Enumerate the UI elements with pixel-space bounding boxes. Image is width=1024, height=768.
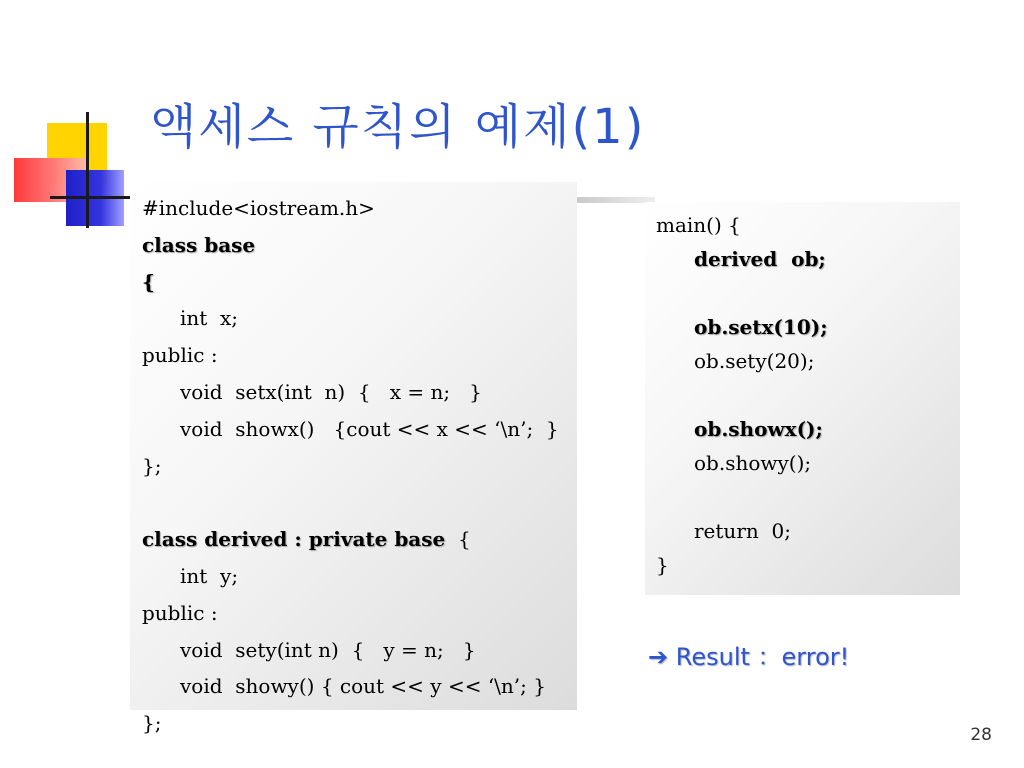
right-arrow-icon: ➔ bbox=[648, 643, 669, 671]
code-line-main bbox=[656, 208, 960, 242]
slide-title: 액세스 규칙의 예제(1) bbox=[150, 99, 646, 155]
code-text-suffix: { bbox=[445, 527, 471, 552]
code-line-sety-call bbox=[656, 344, 960, 378]
code-text: class base bbox=[142, 232, 256, 257]
code-line-include bbox=[142, 190, 577, 227]
code-line-setx bbox=[142, 374, 577, 411]
page-number: 28 bbox=[970, 725, 992, 745]
code-line-blank bbox=[656, 480, 960, 514]
code-text: void showx() {cout << x << ‘\n’; } bbox=[180, 416, 559, 441]
code-line-class-base bbox=[142, 227, 577, 264]
result-text: Result ：error! bbox=[668, 643, 850, 671]
code-text: void sety(int n) { y = n; } bbox=[180, 637, 476, 662]
code-text: void setx(int n) { x = n; } bbox=[180, 379, 482, 404]
logo-horizontal-line bbox=[50, 196, 134, 199]
code-text: ob.showy(); bbox=[694, 451, 812, 475]
code-line-class-derived bbox=[142, 521, 577, 558]
code-line-showy-call bbox=[656, 446, 960, 480]
code-line-showx bbox=[142, 411, 577, 448]
code-text: int x; bbox=[180, 306, 239, 331]
code-line-showy bbox=[142, 668, 577, 705]
code-line-blank bbox=[656, 378, 960, 412]
code-text: return 0; bbox=[694, 519, 791, 543]
code-line-showx-call bbox=[656, 412, 960, 446]
code-text: void showy() { cout << y << ‘\n’; } bbox=[180, 674, 546, 699]
code-line-derived-ob bbox=[656, 242, 960, 276]
code-line-public bbox=[142, 337, 577, 374]
code-line-close-brace bbox=[656, 548, 960, 582]
code-line-sety bbox=[142, 632, 577, 669]
title-underline-rule bbox=[575, 197, 655, 203]
code-text: } bbox=[656, 553, 669, 577]
code-text: ob.setx(10); bbox=[694, 315, 828, 339]
code-text: }; bbox=[142, 453, 162, 478]
code-text: ob.showx(); bbox=[694, 417, 823, 441]
code-text: ob.sety(20); bbox=[694, 349, 815, 373]
code-line-close-brace bbox=[142, 705, 577, 742]
code-text: class derived : private base bbox=[142, 527, 446, 552]
code-line-setx-call bbox=[656, 310, 960, 344]
code-line-public bbox=[142, 595, 577, 632]
code-text: derived ob; bbox=[694, 247, 826, 271]
code-line-int-y bbox=[142, 558, 577, 595]
code-line-blank bbox=[142, 484, 577, 521]
code-text: public : bbox=[142, 600, 218, 625]
code-line-blank bbox=[656, 276, 960, 310]
code-text: int y; bbox=[180, 563, 239, 588]
code-text: { bbox=[142, 269, 155, 294]
code-line-int-x bbox=[142, 300, 577, 337]
result-note bbox=[648, 637, 849, 672]
code-text: #include<iostream.h> bbox=[142, 196, 375, 220]
code-line-close-brace bbox=[142, 448, 577, 485]
code-line-open-brace bbox=[142, 264, 577, 301]
code-text: }; bbox=[142, 711, 162, 736]
code-text: public : bbox=[142, 343, 218, 368]
code-line-return bbox=[656, 514, 960, 548]
code-text: main() { bbox=[656, 213, 741, 237]
logo-vertical-line bbox=[86, 112, 89, 228]
code-block-main bbox=[645, 202, 960, 595]
code-block-base-derived bbox=[130, 182, 577, 736]
